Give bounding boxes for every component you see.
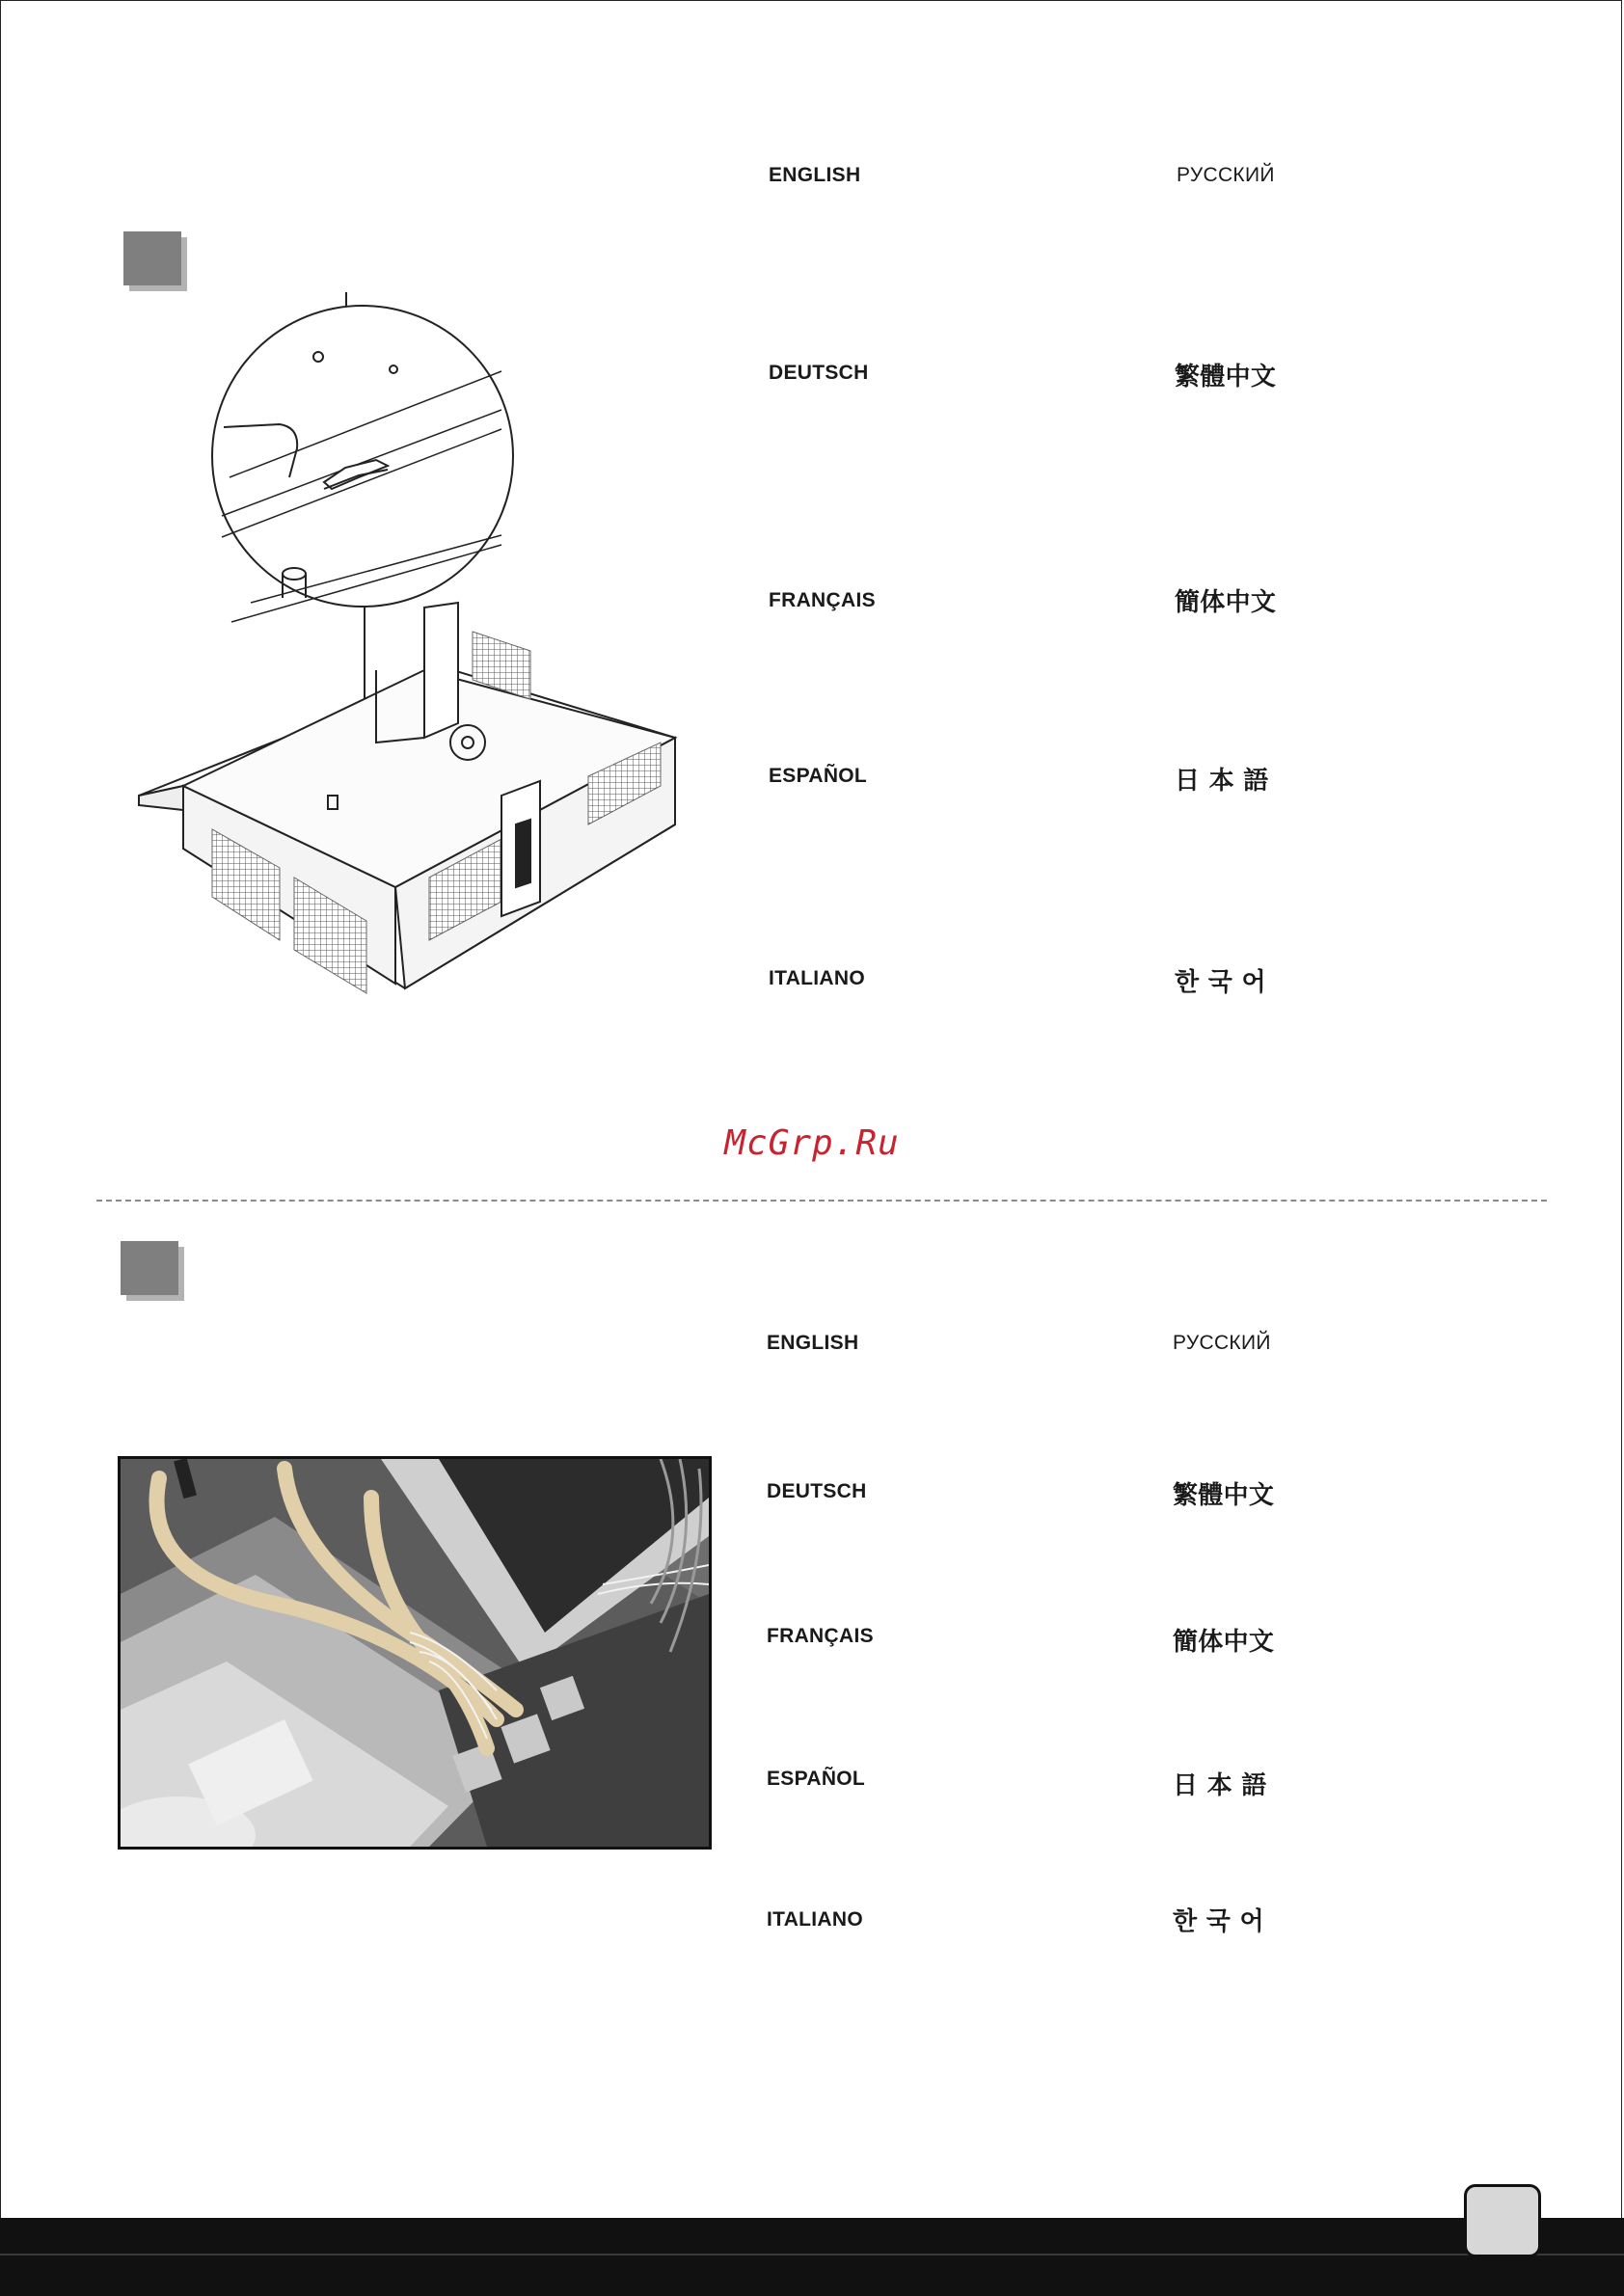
cable-photo: [118, 1456, 712, 1850]
footer-bar: [0, 2218, 1624, 2296]
lang-english: ENGLISH: [769, 164, 861, 186]
step-marker-1: [123, 231, 187, 291]
lang-deutsch: DEUTSCH: [769, 362, 869, 384]
footer-line: [0, 2254, 1624, 2255]
section-divider: [96, 1200, 1547, 1202]
lang-japanese-2: 日 本 語: [1173, 1771, 1267, 1800]
lang-english-2: ENGLISH: [767, 1332, 859, 1354]
case-diagram: [135, 284, 694, 998]
watermark: McGrp.Ru: [724, 1123, 900, 1163]
lang-simplified-chinese: 簡体中文: [1175, 588, 1277, 617]
lang-korean: 한 국 어: [1175, 968, 1266, 997]
lang-francais: FRANÇAIS: [769, 589, 876, 611]
lang-japanese: 日 本 語: [1175, 767, 1269, 796]
lang-francais-2: FRANÇAIS: [767, 1625, 874, 1647]
step-marker-2: [121, 1241, 184, 1301]
lang-simplified-chinese-2: 簡体中文: [1173, 1628, 1275, 1657]
lang-traditional-chinese: 繁體中文: [1175, 363, 1277, 392]
lang-korean-2: 한 국 어: [1173, 1907, 1264, 1936]
lang-italiano: ITALIANO: [769, 967, 865, 989]
lang-russian: РУССКИЙ: [1177, 164, 1275, 186]
lang-traditional-chinese-2: 繁體中文: [1173, 1481, 1275, 1510]
lang-espanol-2: ESPAÑOL: [767, 1768, 866, 1790]
lang-italiano-2: ITALIANO: [767, 1908, 863, 1931]
lang-espanol: ESPAÑOL: [769, 765, 868, 787]
lang-russian-2: РУССКИЙ: [1173, 1332, 1271, 1354]
lang-deutsch-2: DEUTSCH: [767, 1480, 867, 1502]
page-number-tab: [1464, 2184, 1541, 2257]
